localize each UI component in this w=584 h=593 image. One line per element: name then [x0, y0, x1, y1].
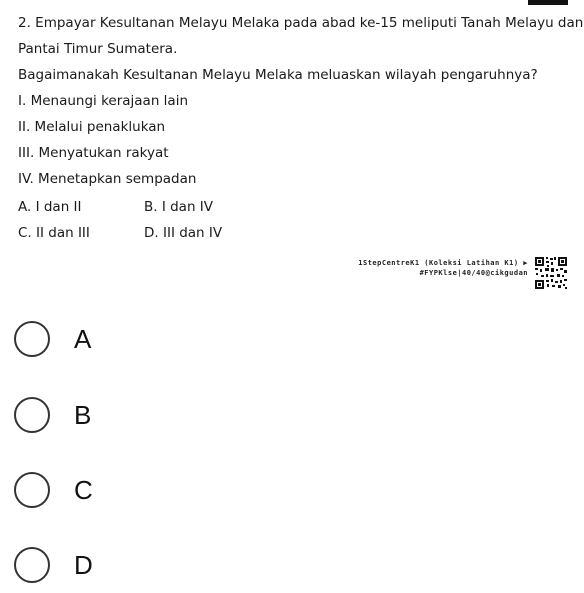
- qr-code-icon: [534, 256, 568, 290]
- answer-c: C. II dan III: [18, 225, 90, 241]
- radio-button-icon[interactable]: [14, 547, 50, 583]
- watermark-text: [358, 258, 528, 278]
- option-a-label: A: [74, 323, 92, 354]
- option-c[interactable]: [14, 465, 214, 515]
- question-prompt: Bagaimanakah Kesultanan Melayu Melaka meluaskan wilayah pengaruhnya?: [18, 67, 538, 83]
- cropped-header-badge: [528, 0, 568, 5]
- question-line-1: 2. Empayar Kesultanan Melayu Melaka pada abad ke-15 meliputi Tanah Melayu dan: [18, 15, 584, 31]
- statement-ii: II. Melalui penaklukan: [18, 119, 166, 135]
- answer-a: A. I dan II: [18, 199, 82, 215]
- answer-d: D. III dan IV: [144, 225, 223, 241]
- option-a[interactable]: [14, 314, 214, 364]
- option-d[interactable]: [14, 540, 214, 590]
- watermark-line-1: 1StepCentreK1 (Koleksi Latihan K1) ▶: [358, 259, 528, 267]
- option-d-label: D: [74, 549, 93, 580]
- statement-iv: IV. Menetapkan sempadan: [18, 171, 197, 187]
- answer-b: B. I dan IV: [144, 199, 214, 215]
- answer-choices: [18, 194, 318, 246]
- answer-row-1: [18, 194, 318, 220]
- option-b-label: B: [74, 399, 92, 430]
- statement-iii: III. Menyatukan rakyat: [18, 145, 169, 161]
- watermark: [358, 256, 568, 290]
- question-block: [18, 10, 584, 192]
- answer-row-2: [18, 220, 318, 246]
- option-b[interactable]: [14, 390, 214, 440]
- question-line-2: Pantai Timur Sumatera.: [18, 41, 178, 57]
- radio-button-icon[interactable]: [14, 397, 50, 433]
- option-c-label: C: [74, 474, 93, 505]
- radio-button-icon[interactable]: [14, 321, 50, 357]
- radio-button-icon[interactable]: [14, 472, 50, 508]
- watermark-line-2: #FYPKlse|40/40@cikgudan: [419, 269, 528, 277]
- cropped-header: [0, 0, 584, 6]
- statement-i: I. Menaungi kerajaan lain: [18, 93, 189, 109]
